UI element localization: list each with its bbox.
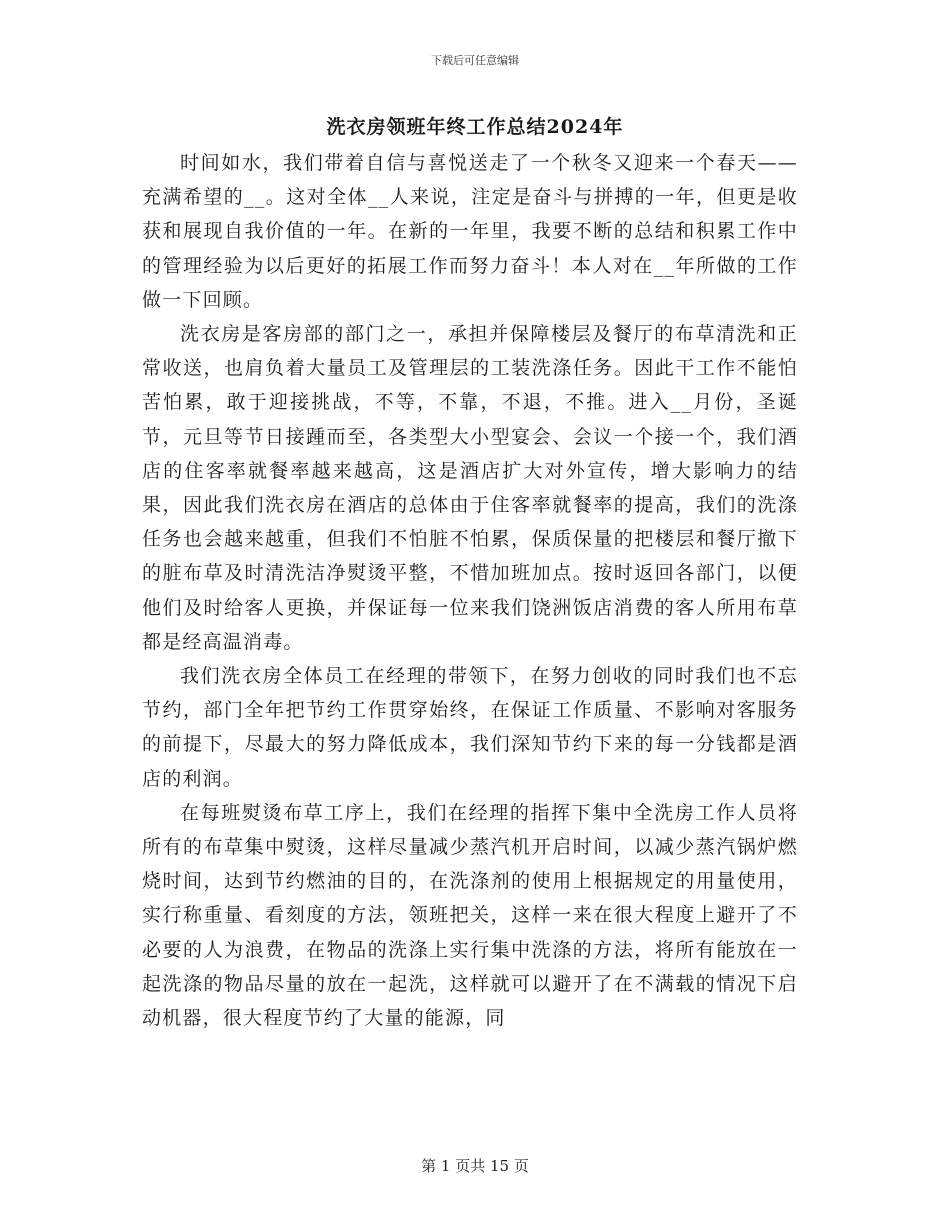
paragraph-saving: 我们洗衣房全体员工在经理的带领下，在努力创收的同时我们也不忘节约，部门全年把节约工作贯穿始终，在保证工作质量、不影响对客服务的前提下，尽最大的努力降低成本，我们深知节约下来的每一分钱都是酒店的利润。	[142, 665, 798, 790]
page-number: 第 1 页共 15 页	[421, 1157, 529, 1175]
page-header-note: 下载后可任意编辑	[431, 54, 519, 67]
paragraph-ironing: 在每班熨烫布草工序上，我们在经理的指挥下集中全洗房工作人员将所有的布草集中熨烫，这样尽量减少蒸汽机开启时间，以减少蒸汽锅炉燃烧时间，达到节约燃油的目的，在洗涤剂的使用上根据规定的用量使用，实行称重量、看刻度的方法，领班把关，这样一来在很大程度上避开了不必要的人为浪费，在物品的洗涤上实行集中洗涤的方法，将所有能放在一起洗涤的物品尽量的放在一起洗，这样就可以避开了在不满载的情况下启动机器，很大程度节约了大量的能源，同	[142, 801, 798, 1030]
document-title: 洗衣房领班年终工作总结2024年	[326, 116, 624, 138]
paragraph-intro: 时间如水，我们带着自信与喜悦送走了一个秋冬又迎来一个春天——充满希望的__。这对全体__人来说，注定是奋斗与拼搏的一年，但更是收获和展现自我价值的一年。在新的一年里，我要不断的总结和积累工作中的管理经验为以后更好的拓展工作而努力奋斗！本人对在__年所做的工作做一下回顾。	[142, 152, 798, 311]
document-body	[142, 146, 798, 1035]
paragraph-laundry-duties: 洗衣房是客房部的部门之一，承担并保障楼层及餐厅的布草清洗和正常收送，也肩负着大量员工及管理层的工装洗涤任务。因此干工作不能怕苦怕累，敢于迎接挑战，不等，不靠，不退，不推。进入__月份，圣诞节，元旦等节日接踵而至，各类型大小型宴会、会议一个接一个，我们酒店的住客率就餐率越来越高，这是酒店扩大对外宣传，增大影响力的结果，因此我们洗衣房在酒店的总体由于住客率就餐率的提高，我们的洗涤任务也会越来越重，但我们不怕脏不怕累，保质保量的把楼层和餐厅撤下的脏布草及时清洗洁净熨烫平整，不惜加班加点。按时返回各部门，以便他们及时给客人更换，并保证每一位来我们饶洲饭店消费的客人所用布草都是经高温消毒。	[142, 323, 798, 653]
